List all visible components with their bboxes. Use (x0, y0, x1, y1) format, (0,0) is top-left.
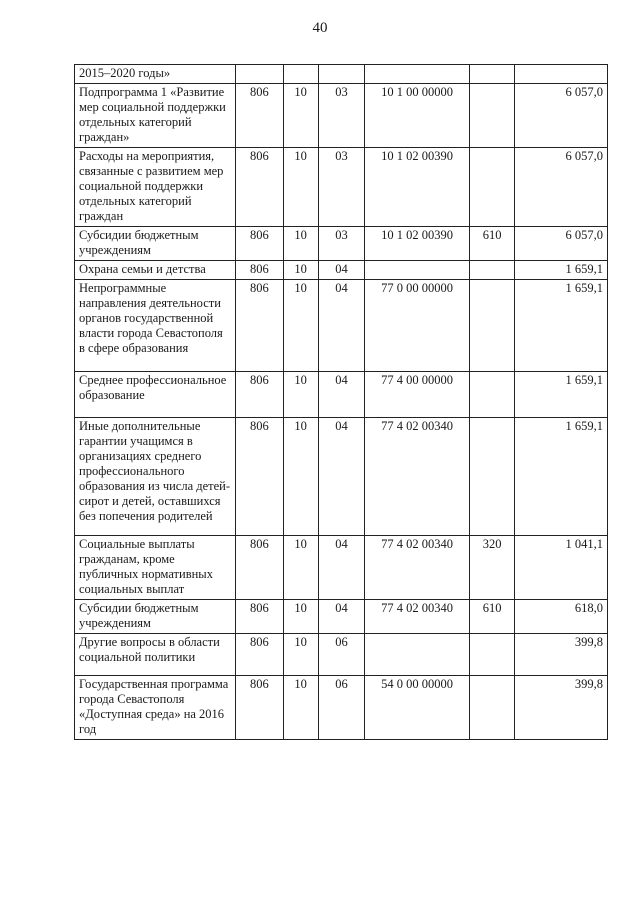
row-section: 10 (283, 280, 318, 372)
row-name: Субсидии бюджетным учреждениям (75, 227, 236, 261)
table-row (75, 84, 608, 148)
row-section: 10 (283, 84, 318, 148)
row-expense-type: 320 (469, 536, 514, 600)
row-grbs: 806 (236, 536, 283, 600)
row-target-item: 54 0 00 00000 (365, 676, 470, 740)
row-grbs: 806 (236, 418, 283, 536)
row-sum (515, 65, 608, 84)
row-name: Подпрограмма 1 «Развитие мер социальной поддержки отдельных категорий граждан» (75, 84, 236, 148)
row-sum: 6 057,0 (515, 84, 608, 148)
row-grbs: 806 (236, 280, 283, 372)
row-subsection: 04 (318, 418, 364, 536)
row-expense-type (469, 372, 514, 418)
row-subsection: 04 (318, 261, 364, 280)
row-name: Социальные выплаты гражданам, кроме публичных нормативных социальных выплат (75, 536, 236, 600)
row-target-item (365, 261, 470, 280)
row-grbs: 806 (236, 600, 283, 634)
row-section (283, 65, 318, 84)
page-number: 40 (312, 20, 328, 36)
table-row (75, 65, 608, 84)
row-subsection: 03 (318, 84, 364, 148)
table-row (75, 634, 608, 676)
row-grbs: 806 (236, 227, 283, 261)
row-subsection (318, 65, 364, 84)
row-expense-type: 610 (469, 600, 514, 634)
table-row (75, 227, 608, 261)
row-sum: 1 041,1 (515, 536, 608, 600)
row-name: Расходы на мероприятия, связанные с развитием мер социальной поддержки отдельных категорий граждан (75, 148, 236, 227)
table-row (75, 280, 608, 372)
row-name: Другие вопросы в области социальной политики (75, 634, 236, 676)
row-section: 10 (283, 261, 318, 280)
row-target-item: 77 0 00 00000 (365, 280, 470, 372)
row-expense-type (469, 84, 514, 148)
budget-table (74, 64, 608, 740)
row-section: 10 (283, 418, 318, 536)
row-section: 10 (283, 600, 318, 634)
row-expense-type: 610 (469, 227, 514, 261)
row-grbs (236, 65, 283, 84)
row-section: 10 (283, 227, 318, 261)
row-target-item: 77 4 00 00000 (365, 372, 470, 418)
row-name: Иные дополнительные гарантии учащимся в организациях среднего профессионального образования из числа детей-сирот и детей, оставшихся без попечения родителей (75, 418, 236, 536)
row-grbs: 806 (236, 676, 283, 740)
row-sum: 6 057,0 (515, 227, 608, 261)
row-sum: 399,8 (515, 676, 608, 740)
row-sum: 1 659,1 (515, 418, 608, 536)
row-name: Среднее профессиональное образование (75, 372, 236, 418)
row-expense-type (469, 676, 514, 740)
row-expense-type (469, 418, 514, 536)
row-name: Субсидии бюджетным учреждениям (75, 600, 236, 634)
row-target-item: 77 4 02 00340 (365, 600, 470, 634)
row-grbs: 806 (236, 634, 283, 676)
row-subsection: 04 (318, 536, 364, 600)
row-expense-type (469, 280, 514, 372)
row-name: Непрограммные направления деятельности органов государственной власти города Севастополя в сфере образования (75, 280, 236, 372)
row-section: 10 (283, 148, 318, 227)
table-row (75, 600, 608, 634)
row-subsection: 03 (318, 227, 364, 261)
row-grbs: 806 (236, 148, 283, 227)
row-sum: 1 659,1 (515, 372, 608, 418)
table-row (75, 148, 608, 227)
table-row (75, 418, 608, 536)
row-expense-type (469, 261, 514, 280)
row-target-item: 77 4 02 00340 (365, 418, 470, 536)
row-sum: 6 057,0 (515, 148, 608, 227)
row-subsection: 04 (318, 280, 364, 372)
row-section: 10 (283, 536, 318, 600)
table-row (75, 372, 608, 418)
row-subsection: 04 (318, 600, 364, 634)
row-grbs: 806 (236, 84, 283, 148)
row-expense-type (469, 634, 514, 676)
row-section: 10 (283, 372, 318, 418)
row-grbs: 806 (236, 261, 283, 280)
row-target-item: 77 4 02 00340 (365, 536, 470, 600)
row-subsection: 04 (318, 372, 364, 418)
row-sum: 618,0 (515, 600, 608, 634)
row-grbs: 806 (236, 372, 283, 418)
table-row (75, 261, 608, 280)
row-subsection: 06 (318, 634, 364, 676)
table-row (75, 536, 608, 600)
row-expense-type (469, 65, 514, 84)
row-name: 2015–2020 годы» (75, 65, 236, 84)
row-target-item: 10 1 02 00390 (365, 227, 470, 261)
row-target-item (365, 65, 470, 84)
row-sum: 1 659,1 (515, 280, 608, 372)
table-row (75, 676, 608, 740)
row-target-item: 10 1 00 00000 (365, 84, 470, 148)
row-section: 10 (283, 634, 318, 676)
row-target-item (365, 634, 470, 676)
row-sum: 1 659,1 (515, 261, 608, 280)
row-target-item: 10 1 02 00390 (365, 148, 470, 227)
row-name: Охрана семьи и детства (75, 261, 236, 280)
row-subsection: 06 (318, 676, 364, 740)
row-name: Государственная программа города Севастополя «Доступная среда» на 2016 год (75, 676, 236, 740)
row-section: 10 (283, 676, 318, 740)
row-expense-type (469, 148, 514, 227)
row-subsection: 03 (318, 148, 364, 227)
row-sum: 399,8 (515, 634, 608, 676)
